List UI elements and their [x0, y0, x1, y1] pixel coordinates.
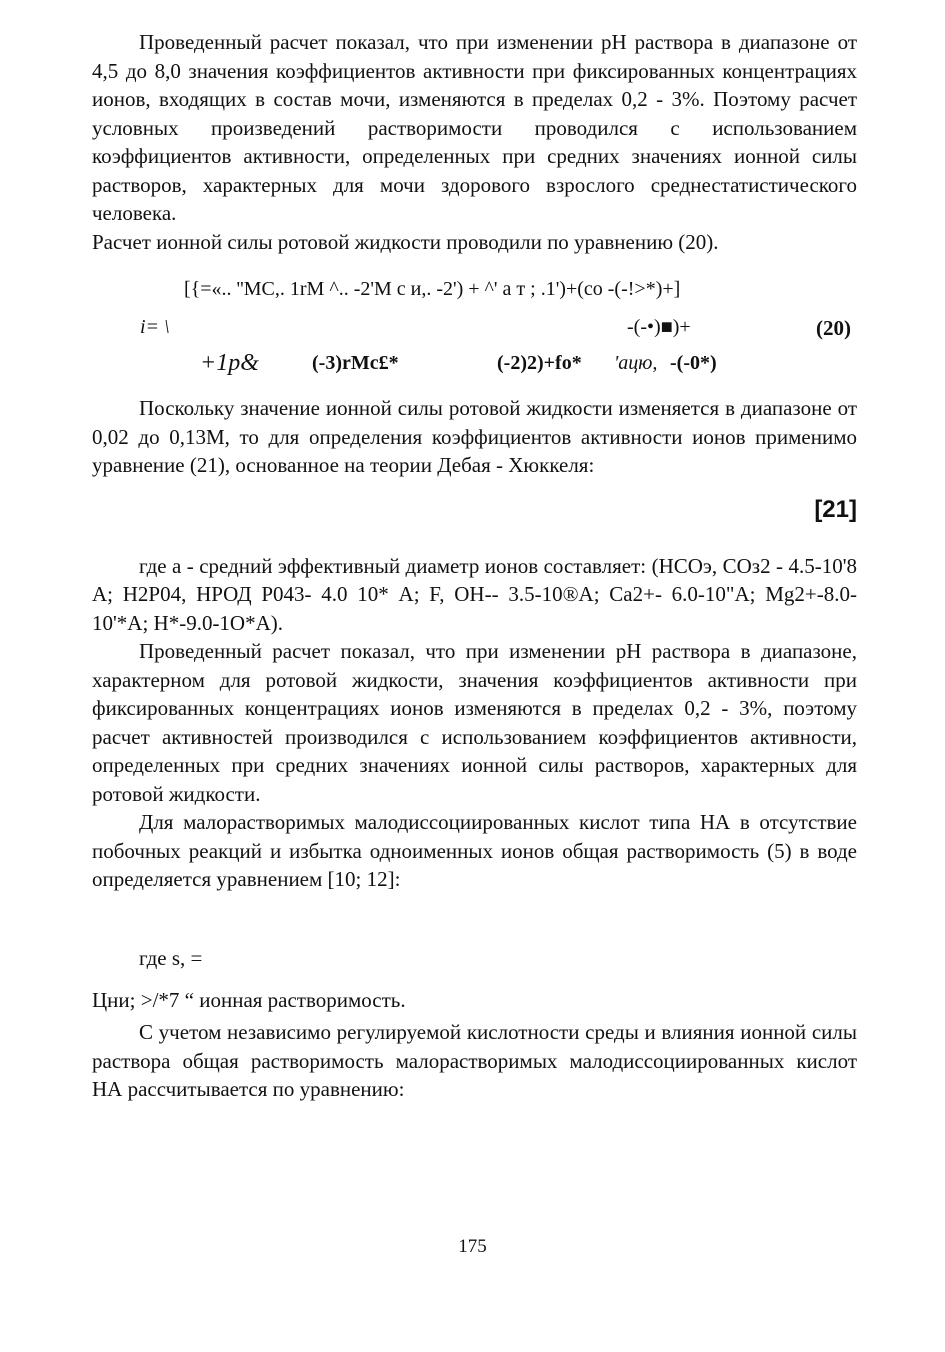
formula-line-3b: (-3)rMc£* [312, 352, 399, 374]
paragraph-2: Расчет ионной силы ротовой жидкости проводили по уравнению (20). [92, 229, 719, 254]
formula-line-3c: (-2)2)+fo* [497, 352, 582, 374]
where-s-line [92, 944, 857, 980]
formula-line-3e: -(-0*) [670, 352, 717, 374]
equation-21 [92, 496, 857, 536]
page-number: 175 [458, 1236, 487, 1257]
formula-line-2: -(-•)■)+ [627, 316, 691, 338]
paragraph-3: Поскольку значение ионной силы ротовой жидкости изменяется в диапазоне от 0,02 до 0,13М, то для определения коэффициентов активности ионов применимо уравнение (21), основанное на теории Дебая - Хюккеля: [92, 396, 857, 477]
equation-20 [92, 274, 857, 394]
paragraph-5: Проведенный расчет показал, что при изменении pH раствора в диапазоне, характерном для ротовой жидкости, значения коэффициентов активности при фиксированных концентрациях ионов изменяются в пределах 0,2 - 3%, поэтому расчет активностей производился с использованием коэффициентов активности, определенных при средних значениях ионной силы растворов, характерных для ротовой жидкости. [92, 639, 857, 806]
formula-line-3a: +1p& [200, 350, 259, 376]
page-body [92, 28, 857, 1104]
paragraph-4: где а - средний эффективный диаметр ионов составляет: (НСОэ, СОз2 - 4.5-10'8 А; Н2Р04, НРОД Р043- 4.0 10* А; F, ОН-- 3.5-10®А; Са2+- 6.0-10"А; Mg2+-8.0-10'*А; Н*-9.0-1О*А). [92, 553, 857, 635]
paragraph-9: С учетом независимо регулируемой кислотности среды и влияния ионной силы раствора общая растворимость малорастворимых малодиссоциированных кислот НА рассчитывается по уравнению: [92, 1020, 857, 1101]
paragraph-8: Цни; >/*7 “ ионная растворимость. [92, 987, 406, 1012]
formula-lhs: i= \ [140, 316, 170, 338]
equation-number-20: (20) [816, 316, 851, 340]
equation-number-21: [21] [814, 495, 857, 523]
paragraph-6: Для малорастворимых малодиссоциированных кислот типа НА в отсутствие побочных реакций и избытка одноименных ионов общая растворимость (5) в воде определяется уравнением [10; 12]: [92, 810, 857, 891]
formula-line-3d: 'ацю, [614, 352, 658, 374]
paragraph-7: где s, = [139, 945, 203, 970]
formula-line-1: [{=«.. ''MC,. 1rM ^.. -2'M c и,. -2') + ^' а т ; .1')+(co -(-!>*)+] [184, 278, 681, 300]
paragraph-1: Проведенный расчет показал, что при изменении pH раствора в диапазоне от 4,5 до 8,0 значения коэффициентов активности при фиксированных концентрациях ионов, входящих в состав мочи, изменяются в пределах 0,2 - 3%. Поэтому расчет условных произведений растворимости проводился с использованием коэффициентов активности, определенных при средних значениях ионной силы растворов, характерных для мочи здорового взрослого среднестатистического человека. [92, 30, 857, 225]
